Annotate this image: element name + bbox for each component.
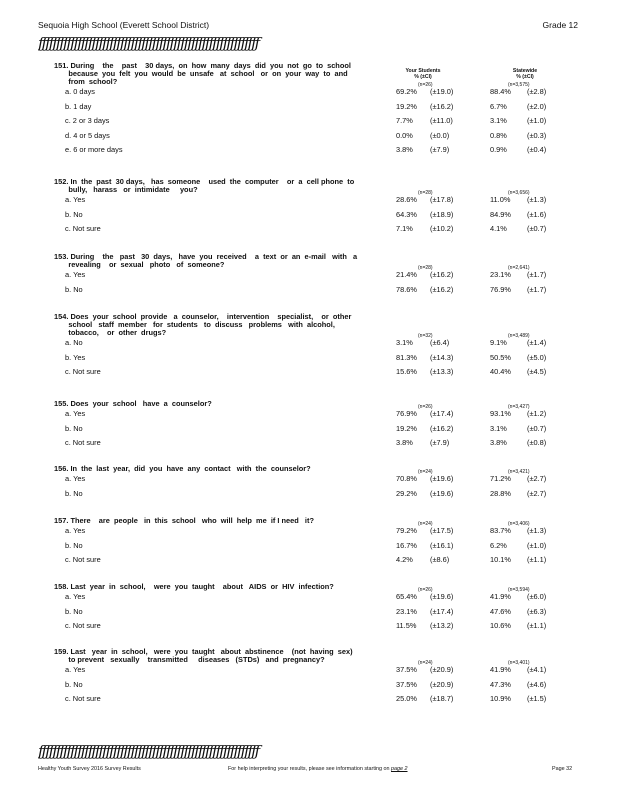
your-students-sub: % (±CI) xyxy=(414,74,432,80)
your-ci: (±10.2) xyxy=(430,224,454,234)
school-name: Sequoia High School (Everett School District) xyxy=(38,20,210,30)
your-percent: 78.6% xyxy=(396,284,417,294)
state-percent: 71.2% xyxy=(490,474,511,483)
your-percent: 81.3% xyxy=(396,352,417,362)
state-ci: (±1.0) xyxy=(527,116,547,126)
option-label: a. No xyxy=(65,338,83,347)
state-ci: (±4.5) xyxy=(527,367,547,377)
option-label: b. No xyxy=(65,423,83,433)
state-percent: 41.9% xyxy=(490,665,511,674)
state-ci: (±2.0) xyxy=(527,101,547,111)
footer-page-number: Page 32 xyxy=(552,766,573,772)
question-text: 154. Does your school provide a counselor, intervention specialist, or other school staff member for students to discuss problems with alcohol, tobacco, or other drugs? xyxy=(54,312,352,337)
your-percent: 64.3% xyxy=(396,209,417,219)
state-percent: 41.9% xyxy=(490,592,511,601)
your-ci: (±16.2) xyxy=(430,423,454,433)
option-label: c. Not sure xyxy=(65,555,101,565)
your-ci: (±17.4) xyxy=(430,409,454,418)
top-rule: ƒƒƒƒƒƒƒƒƒƒƒƒƒƒƒƒƒƒƒƒƒƒƒƒƒƒƒƒƒƒƒƒƒƒƒƒƒƒƒƒƒƒƒƒƒƒƒƒƒƒƒƒƒƒƒƒƒƒƒƒƒƒ xyxy=(38,34,259,52)
your-percent: 37.5% xyxy=(396,665,417,674)
state-ci: (±0.7) xyxy=(527,224,547,234)
question-text: 157. There are people in this school who will help me if I need it? xyxy=(54,516,314,525)
state-ci: (±1.4) xyxy=(527,338,547,347)
your-ci: (±20.9) xyxy=(430,665,454,674)
sample-size-your: (n=28) xyxy=(418,265,433,271)
sample-size-state: (n=3,594) xyxy=(508,587,530,593)
sample-size-your: (n=26) xyxy=(418,82,433,88)
your-ci: (±7.9) xyxy=(430,438,450,448)
your-ci: (±17.5) xyxy=(430,526,454,535)
option-label: b. No xyxy=(65,488,83,498)
option-label: a. Yes xyxy=(65,526,86,535)
state-percent: 3.8% xyxy=(490,438,507,448)
state-percent: 6.7% xyxy=(490,101,507,111)
option-label: c. Not sure xyxy=(65,438,101,448)
option-label: b. No xyxy=(65,284,83,294)
your-ci: (±16.2) xyxy=(430,284,454,294)
state-percent: 84.9% xyxy=(490,209,511,219)
your-ci: (±16.1) xyxy=(430,540,454,550)
sample-size-your: (n=28) xyxy=(418,190,433,196)
option-label: b. Yes xyxy=(65,352,86,362)
state-ci: (±1.3) xyxy=(527,526,547,535)
your-percent: 37.5% xyxy=(396,679,417,689)
sample-size-state: (n=2,641) xyxy=(508,265,530,271)
state-percent: 4.1% xyxy=(490,224,507,234)
question-text: 151. During the past 30 days, on how many days did you not go to school because you felt you would be unsafe at school or on your way to and from school? xyxy=(54,61,351,86)
your-ci: (±13.2) xyxy=(430,621,454,631)
bottom-rule: ƒƒƒƒƒƒƒƒƒƒƒƒƒƒƒƒƒƒƒƒƒƒƒƒƒƒƒƒƒƒƒƒƒƒƒƒƒƒƒƒƒƒƒƒƒƒƒƒƒƒƒƒƒƒƒƒƒƒƒƒƒƒ xyxy=(38,742,259,760)
state-percent: 50.5% xyxy=(490,352,511,362)
sample-size-your: (n=24) xyxy=(418,521,433,527)
option-label: e. 6 or more days xyxy=(65,145,123,155)
state-percent: 11.0% xyxy=(490,195,511,204)
state-percent: 93.1% xyxy=(490,409,511,418)
your-percent: 29.2% xyxy=(396,488,417,498)
state-ci: (±0.7) xyxy=(527,423,547,433)
question-text: 159. Last year in school, were you taught about abstinence (not having sex) to prevent sexually transmitted diseases (STDs) and pregnancy? xyxy=(54,647,353,664)
state-ci: (±6.3) xyxy=(527,606,547,616)
your-percent: 16.7% xyxy=(396,540,417,550)
your-percent: 21.4% xyxy=(396,270,417,279)
state-percent: 10.6% xyxy=(490,621,511,631)
question-text: 155. Does your school have a counselor? xyxy=(54,399,212,408)
option-label: d. 4 or 5 days xyxy=(65,130,110,140)
state-ci: (±1.7) xyxy=(527,284,547,294)
your-percent: 7.1% xyxy=(396,224,413,234)
sample-size-state: (n=3,656) xyxy=(508,190,530,196)
your-ci: (±19.0) xyxy=(430,87,454,96)
your-students-header xyxy=(398,68,448,80)
state-percent: 28.8% xyxy=(490,488,511,498)
option-label: a. Yes xyxy=(65,592,86,601)
statewide-label: Statewide xyxy=(512,68,538,74)
sample-size-your: (n=26) xyxy=(418,587,433,593)
option-label: b. No xyxy=(65,679,83,689)
footer-page-link[interactable]: page 2 xyxy=(391,766,408,772)
state-ci: (±0.3) xyxy=(527,130,547,140)
your-percent: 0.0% xyxy=(396,130,413,140)
your-students-label: Your Students xyxy=(405,68,441,74)
option-label: c. 2 or 3 days xyxy=(65,116,110,126)
state-ci: (±1.7) xyxy=(527,270,547,279)
state-ci: (±0.8) xyxy=(527,438,547,448)
sample-size-your: (n=32) xyxy=(418,333,433,339)
state-ci: (±4.6) xyxy=(527,679,547,689)
state-ci: (±1.0) xyxy=(527,540,547,550)
state-ci: (±5.0) xyxy=(527,352,547,362)
your-ci: (±16.2) xyxy=(430,101,454,111)
state-ci: (±1.1) xyxy=(527,621,547,631)
state-percent: 76.9% xyxy=(490,284,511,294)
sample-size-state: (n=3,401) xyxy=(508,660,530,666)
your-percent: 3.8% xyxy=(396,145,413,155)
state-percent: 6.2% xyxy=(490,540,507,550)
your-ci: (±11.0) xyxy=(430,116,453,126)
your-ci: (±14.3) xyxy=(430,352,454,362)
statewide-sub: % (±CI) xyxy=(516,74,534,80)
option-label: a. Yes xyxy=(65,195,86,204)
question-text: 156. In the last year, did you have any contact with the counselor? xyxy=(54,464,311,473)
your-ci: (±19.6) xyxy=(430,488,454,498)
state-percent: 0.9% xyxy=(490,145,507,155)
your-percent: 65.4% xyxy=(396,592,417,601)
your-percent: 3.1% xyxy=(396,338,413,347)
sample-size-state: (n=3,575) xyxy=(508,82,530,88)
your-percent: 28.6% xyxy=(396,195,417,204)
sample-size-your: (n=24) xyxy=(418,660,433,666)
statewide-header xyxy=(500,68,550,80)
option-label: b. No xyxy=(65,606,83,616)
option-label: a. Yes xyxy=(65,474,86,483)
your-percent: 69.2% xyxy=(396,87,417,96)
state-percent: 0.8% xyxy=(490,130,507,140)
option-label: a. Yes xyxy=(65,665,86,674)
your-percent: 76.9% xyxy=(396,409,417,418)
your-ci: (±18.7) xyxy=(430,694,454,704)
state-percent: 9.1% xyxy=(490,338,507,347)
state-ci: (±2.8) xyxy=(527,87,547,96)
option-label: c. Not sure xyxy=(65,367,101,377)
your-percent: 7.7% xyxy=(396,116,413,126)
your-percent: 70.8% xyxy=(396,474,417,483)
state-percent: 10.9% xyxy=(490,694,511,704)
state-percent: 3.1% xyxy=(490,116,507,126)
sample-size-your: (n=24) xyxy=(418,469,433,475)
your-percent: 4.2% xyxy=(396,555,413,565)
state-percent: 40.4% xyxy=(490,367,511,377)
question-text: 153. During the past 30 days, have you received a text or an e-mail with a revealing or sexual photo of someone? xyxy=(54,252,358,269)
option-label: b. No xyxy=(65,209,83,219)
sample-size-state: (n=3,421) xyxy=(508,469,530,475)
state-ci: (±1.3) xyxy=(527,195,547,204)
your-ci: (±16.2) xyxy=(430,270,454,279)
your-percent: 19.2% xyxy=(396,423,417,433)
state-ci: (±4.1) xyxy=(527,665,547,674)
your-ci: (±19.6) xyxy=(430,592,454,601)
your-ci: (±17.4) xyxy=(430,606,454,616)
option-label: c. Not sure xyxy=(65,224,101,234)
question-text: 158. Last year in school, were you taught about AIDS or HIV infection? xyxy=(54,582,334,591)
sample-size-state: (n=3,489) xyxy=(508,333,530,339)
state-ci: (±1.6) xyxy=(527,209,547,219)
state-ci: (±0.4) xyxy=(527,145,547,155)
your-ci: (±19.6) xyxy=(430,474,454,483)
footer-survey: Healthy Youth Survey 2016 Survey Results xyxy=(38,766,141,772)
option-label: a. 0 days xyxy=(65,87,95,96)
your-percent: 11.5% xyxy=(396,621,417,631)
your-ci: (±8.6) xyxy=(430,555,450,565)
state-percent: 3.1% xyxy=(490,423,507,433)
state-ci: (±2.7) xyxy=(527,488,547,498)
option-label: c. Not sure xyxy=(65,621,101,631)
your-percent: 79.2% xyxy=(396,526,417,535)
your-ci: (±17.8) xyxy=(430,195,454,204)
state-percent: 47.3% xyxy=(490,679,511,689)
question-text: 152. In the past 30 days, has someone used the computer or a cell phone to bully, harass or intimidate you? xyxy=(54,177,355,194)
footer-help-text: For help interpreting your results, please see information starting on xyxy=(228,766,390,772)
your-ci: (±18.9) xyxy=(430,209,454,219)
option-label: a. Yes xyxy=(65,409,86,418)
option-label: c. Not sure xyxy=(65,694,101,704)
your-ci: (±6.4) xyxy=(430,338,450,347)
option-label: b. No xyxy=(65,540,83,550)
state-percent: 47.6% xyxy=(490,606,511,616)
your-percent: 19.2% xyxy=(396,101,417,111)
state-percent: 83.7% xyxy=(490,526,511,535)
option-label: a. Yes xyxy=(65,270,86,279)
sample-size-state: (n=3,406) xyxy=(508,521,530,527)
state-ci: (±1.5) xyxy=(527,694,547,704)
your-percent: 23.1% xyxy=(396,606,417,616)
your-percent: 25.0% xyxy=(396,694,417,704)
your-ci: (±7.9) xyxy=(430,145,450,155)
state-ci: (±1.1) xyxy=(527,555,547,565)
grade-label: Grade 12 xyxy=(542,20,578,30)
your-ci: (±20.9) xyxy=(430,679,454,689)
state-percent: 10.1% xyxy=(490,555,511,565)
sample-size-state: (n=3,427) xyxy=(508,404,530,410)
state-percent: 23.1% xyxy=(490,270,511,279)
state-percent: 88.4% xyxy=(490,87,511,96)
option-label: b. 1 day xyxy=(65,101,92,111)
your-ci: (±13.3) xyxy=(430,367,454,377)
state-ci: (±1.2) xyxy=(527,409,547,418)
state-ci: (±6.0) xyxy=(527,592,547,601)
state-ci: (±2.7) xyxy=(527,474,547,483)
footer-help xyxy=(228,766,408,772)
your-percent: 3.8% xyxy=(396,438,413,448)
your-ci: (±0.0) xyxy=(430,130,450,140)
your-percent: 15.6% xyxy=(396,367,417,377)
sample-size-your: (n=26) xyxy=(418,404,433,410)
